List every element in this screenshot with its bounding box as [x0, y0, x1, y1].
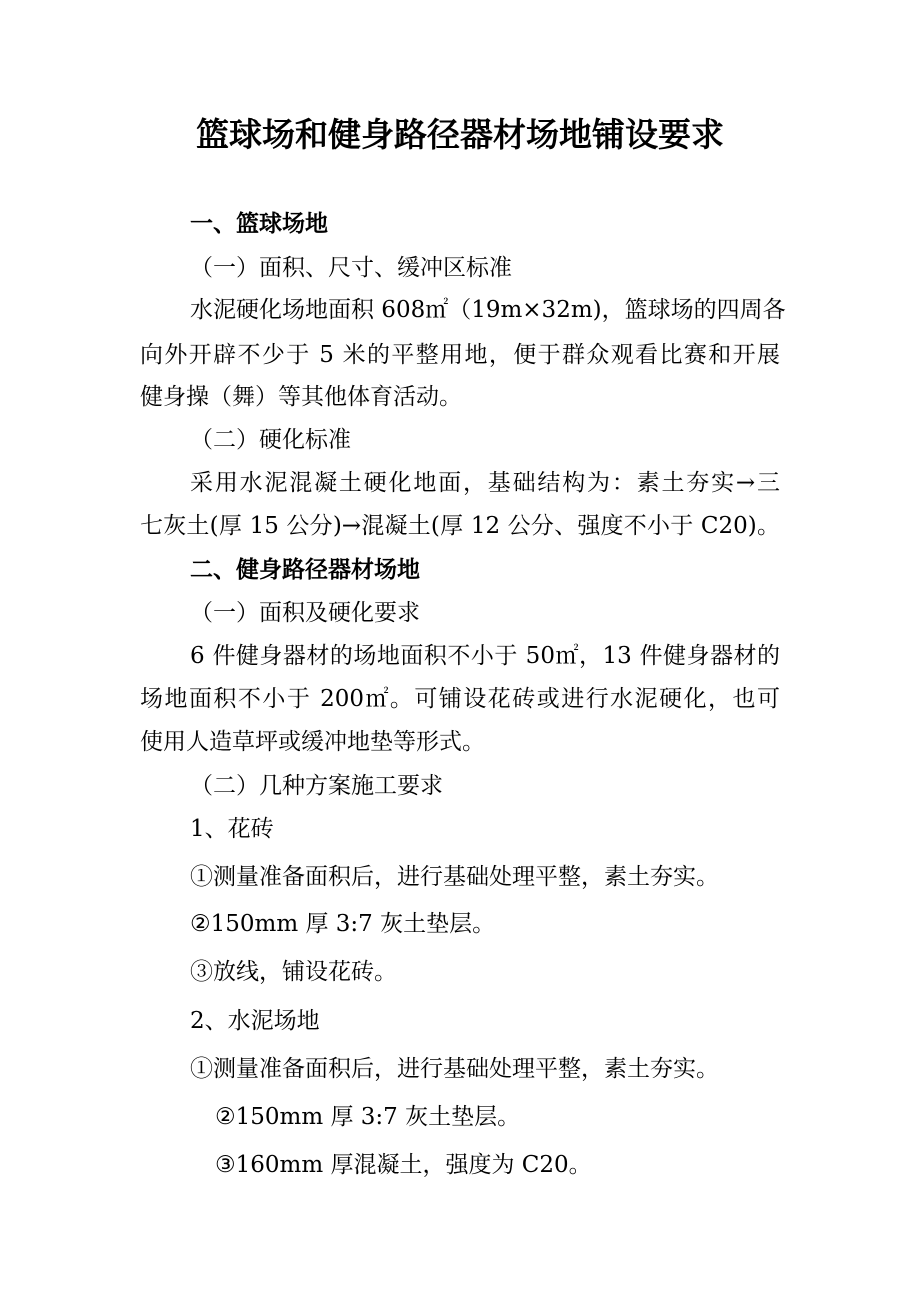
- paragraph-line: 向外开辟不少于 5 米的平整用地，便于群众观看比赛和开展: [140, 342, 780, 368]
- paragraph-line: 七灰土(厚 15 公分)→混凝土(厚 12 公分、强度不小于 C20)。: [140, 513, 780, 539]
- section-1-heading: 一、篮球场地: [190, 211, 328, 237]
- paragraph-line: 场地面积不小于 200㎡。可铺设花砖或进行水泥硬化，也可: [140, 686, 780, 712]
- paragraph-line: 采用水泥混凝土硬化地面，基础结构为：素土夯实→三: [190, 470, 780, 496]
- section-2-sub-1-heading: （一）面积及硬化要求: [190, 600, 420, 626]
- section-2-heading: 二、健身路径器材场地: [190, 557, 420, 583]
- plan-1-step: ①测量准备面积后，进行基础处理平整，素土夯实。: [190, 864, 719, 890]
- plan-1-step: ②150mm 厚 3:7 灰土垫层。: [190, 911, 496, 937]
- paragraph-line: 健身操（舞）等其他体育活动。: [140, 384, 462, 410]
- plan-2-step: ③160mm 厚混凝土，强度为 C20。: [215, 1152, 592, 1178]
- plan-1-heading: 1、花砖: [190, 816, 274, 842]
- section-1-sub-1-heading: （一）面积、尺寸、缓冲区标准: [190, 255, 512, 281]
- section-2-sub-2-heading: （二）几种方案施工要求: [190, 773, 443, 799]
- plan-2-step: ②150mm 厚 3:7 灰土垫层。: [215, 1104, 521, 1130]
- plan-1-step: ③放线，铺设花砖。: [190, 959, 397, 985]
- section-1-sub-2-heading: （二）硬化标准: [190, 427, 351, 453]
- paragraph-line: 水泥硬化场地面积 608㎡（19m×32m)，篮球场的四周各: [190, 297, 786, 323]
- paragraph-line: 使用人造草坪或缓冲地垫等形式。: [140, 729, 485, 755]
- plan-2-heading: 2、水泥场地: [190, 1008, 320, 1034]
- plan-2-step: ①测量准备面积后，进行基础处理平整，素土夯实。: [190, 1056, 719, 1082]
- document-title: 篮球场和健身路径器材场地铺设要求: [196, 115, 724, 154]
- paragraph-line: 6 件健身器材的场地面积不小于 50㎡，13 件健身器材的: [190, 643, 780, 669]
